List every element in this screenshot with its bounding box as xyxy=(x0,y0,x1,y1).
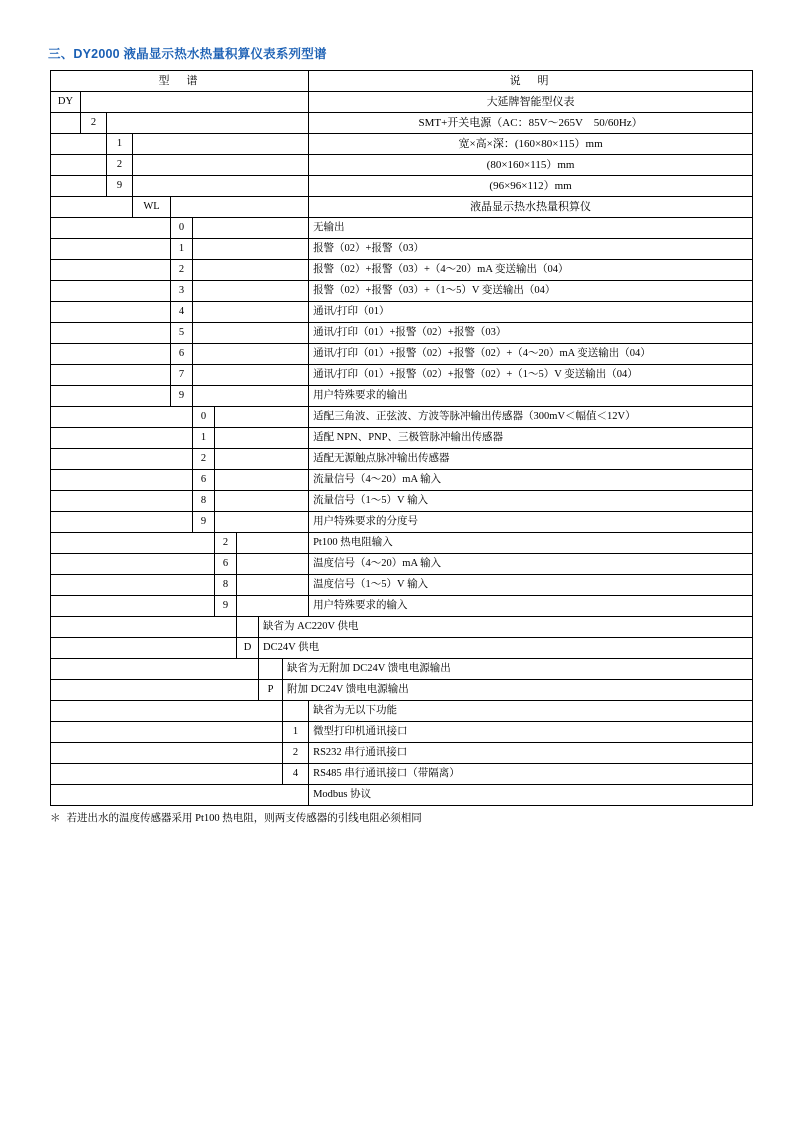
table-row xyxy=(51,134,753,155)
description-cell: 适配 NPN、PNP、三极管脉冲输出传感器 xyxy=(309,428,753,449)
footnote-text: 若进出水的温度传感器采用 Pt100 热电阻，则两支传感器的引线电阻必须相同 xyxy=(66,813,422,824)
model-trailing-blank-cell xyxy=(193,302,309,323)
model-blank-cell xyxy=(51,785,309,806)
model-blank-cell xyxy=(51,155,107,176)
model-blank-cell xyxy=(51,743,283,764)
model-blank-cell xyxy=(51,218,171,239)
table-row xyxy=(51,239,753,260)
description-cell: (96×96×112）mm xyxy=(309,176,753,197)
model-code-cell: 4 xyxy=(283,764,309,785)
table-row xyxy=(51,365,753,386)
model-blank-cell xyxy=(51,197,133,218)
table-row xyxy=(51,743,753,764)
table-row xyxy=(51,386,753,407)
model-code-cell: 2 xyxy=(193,449,215,470)
description-cell: 缺省为无以下功能 xyxy=(309,701,753,722)
model-blank-cell xyxy=(51,302,171,323)
description-cell: 流量信号（4～20）mA 输入 xyxy=(309,470,753,491)
model-blank-cell xyxy=(51,176,107,197)
table-row xyxy=(51,428,753,449)
table-row xyxy=(51,491,753,512)
model-blank-cell xyxy=(51,659,259,680)
model-trailing-blank-cell xyxy=(133,176,309,197)
model-code-cell: 1 xyxy=(171,239,193,260)
table-row xyxy=(51,92,753,113)
model-trailing-blank-cell xyxy=(237,533,309,554)
model-blank-cell xyxy=(51,470,193,491)
model-trailing-blank-cell xyxy=(193,281,309,302)
description-cell: 报警（02）+报警（03）+（1～5）V 变送输出（04） xyxy=(309,281,753,302)
model-blank-cell xyxy=(51,449,193,470)
description-cell: 缺省为无附加 DC24V 馈电电源输出 xyxy=(283,659,753,680)
table-row xyxy=(51,596,753,617)
model-blank-cell xyxy=(51,638,237,659)
description-cell: 通讯/打印（01） xyxy=(309,302,753,323)
table-row xyxy=(51,575,753,596)
model-blank-cell xyxy=(51,134,107,155)
description-cell: 适配三角波、正弦波、方波等脉冲输出传感器（300mV＜幅值＜12V） xyxy=(309,407,753,428)
model-trailing-blank-cell xyxy=(133,155,309,176)
model-code-cell: DY xyxy=(51,92,81,113)
model-trailing-blank-cell xyxy=(237,575,309,596)
table-row xyxy=(51,260,753,281)
model-code-cell: 2 xyxy=(283,743,309,764)
model-trailing-blank-cell xyxy=(107,113,309,134)
model-trailing-blank-cell xyxy=(193,239,309,260)
model-code-cell: 2 xyxy=(81,113,107,134)
description-cell: 缺省为 AC220V 供电 xyxy=(259,617,753,638)
model-trailing-blank-cell xyxy=(237,596,309,617)
model-code-cell: 9 xyxy=(193,512,215,533)
model-code-cell: 6 xyxy=(215,554,237,575)
model-code-cell: WL xyxy=(133,197,171,218)
table-row xyxy=(51,785,753,806)
model-code-cell: 5 xyxy=(171,323,193,344)
description-cell: 温度信号（4～20）mA 输入 xyxy=(309,554,753,575)
description-cell: 流量信号（1～5）V 输入 xyxy=(309,491,753,512)
table-row xyxy=(51,722,753,743)
description-cell: 无输出 xyxy=(309,218,753,239)
description-cell: 通讯/打印（01）+报警（02）+报警（02）+（1～5）V 变送输出（04） xyxy=(309,365,753,386)
model-trailing-blank-cell xyxy=(215,428,309,449)
model-blank-cell xyxy=(51,701,283,722)
description-cell: DC24V 供电 xyxy=(259,638,753,659)
table-row xyxy=(51,281,753,302)
description-cell: 报警（02）+报警（03） xyxy=(309,239,753,260)
header-model-label: 型 谱 xyxy=(51,71,309,92)
model-trailing-blank-cell xyxy=(215,491,309,512)
table-row xyxy=(51,554,753,575)
description-cell: RS232 串行通讯接口 xyxy=(309,743,753,764)
table-row xyxy=(51,302,753,323)
table-row xyxy=(51,344,753,365)
model-blank-cell xyxy=(51,281,171,302)
model-blank-cell xyxy=(51,680,259,701)
description-cell: 用户特殊要求的输入 xyxy=(309,596,753,617)
table-row xyxy=(51,680,753,701)
model-code-cell: 8 xyxy=(193,491,215,512)
table-row xyxy=(51,470,753,491)
model-blank-cell xyxy=(51,512,193,533)
model-blank-cell xyxy=(51,764,283,785)
model-code-cell: 9 xyxy=(171,386,193,407)
model-code-cell: 4 xyxy=(171,302,193,323)
table-row xyxy=(51,218,753,239)
model-blank-cell xyxy=(51,407,193,428)
model-code-cell: 1 xyxy=(283,722,309,743)
description-cell: 用户特殊要求的分度号 xyxy=(309,512,753,533)
model-code-cell: 2 xyxy=(171,260,193,281)
model-blank-cell xyxy=(51,533,215,554)
model-code-cell: 0 xyxy=(171,218,193,239)
description-cell: 液晶显示热水热量积算仪 xyxy=(309,197,753,218)
model-code-cell: 6 xyxy=(193,470,215,491)
description-cell: 通讯/打印（01）+报警（02）+报警（03） xyxy=(309,323,753,344)
description-cell: SMT+开关电源（AC：85V～265V 50/60Hz） xyxy=(309,113,753,134)
description-cell: (80×160×115）mm xyxy=(309,155,753,176)
model-blank-cell xyxy=(51,575,215,596)
model-blank-cell xyxy=(51,344,171,365)
model-code-cell xyxy=(237,617,259,638)
table-row xyxy=(51,764,753,785)
model-trailing-blank-cell xyxy=(215,407,309,428)
model-code-cell: P xyxy=(259,680,283,701)
description-cell: 微型打印机通讯接口 xyxy=(309,722,753,743)
model-blank-cell xyxy=(51,596,215,617)
table-row xyxy=(51,617,753,638)
model-code-cell: 2 xyxy=(215,533,237,554)
model-blank-cell xyxy=(51,554,215,575)
model-blank-cell xyxy=(51,113,81,134)
model-blank-cell xyxy=(51,617,237,638)
description-cell: 报警（02）+报警（03）+（4～20）mA 变送输出（04） xyxy=(309,260,753,281)
description-cell: 附加 DC24V 馈电电源输出 xyxy=(283,680,753,701)
model-blank-cell xyxy=(51,428,193,449)
model-trailing-blank-cell xyxy=(133,134,309,155)
model-spec-table xyxy=(50,70,753,806)
model-blank-cell xyxy=(51,365,171,386)
model-code-cell: 2 xyxy=(107,155,133,176)
table-row xyxy=(51,512,753,533)
description-cell: 大延牌智能型仪表 xyxy=(309,92,753,113)
model-code-cell: 1 xyxy=(107,134,133,155)
model-code-cell: 9 xyxy=(107,176,133,197)
description-cell: 用户特殊要求的输出 xyxy=(309,386,753,407)
model-code-cell: 1 xyxy=(193,428,215,449)
table-row xyxy=(51,449,753,470)
description-cell: 宽×高×深：(160×80×115）mm xyxy=(309,134,753,155)
model-blank-cell xyxy=(51,260,171,281)
model-code-cell: 9 xyxy=(215,596,237,617)
model-blank-cell xyxy=(51,239,171,260)
model-code-cell xyxy=(259,659,283,680)
table-row xyxy=(51,155,753,176)
table-header-row xyxy=(51,71,753,92)
model-code-cell: 0 xyxy=(193,407,215,428)
model-trailing-blank-cell xyxy=(215,449,309,470)
model-trailing-blank-cell xyxy=(237,554,309,575)
model-code-cell xyxy=(283,701,309,722)
model-trailing-blank-cell xyxy=(193,323,309,344)
model-blank-cell xyxy=(51,323,171,344)
description-cell: RS485 串行通讯接口（带隔离） xyxy=(309,764,753,785)
footnote xyxy=(50,812,748,827)
description-cell: Modbus 协议 xyxy=(309,785,753,806)
model-blank-cell xyxy=(51,722,283,743)
table-row xyxy=(51,659,753,680)
model-code-cell: 6 xyxy=(171,344,193,365)
footnote-marker: ＊ xyxy=(50,813,61,824)
model-trailing-blank-cell xyxy=(193,218,309,239)
model-trailing-blank-cell xyxy=(81,92,309,113)
model-trailing-blank-cell xyxy=(171,197,309,218)
model-blank-cell xyxy=(51,491,193,512)
model-code-cell: D xyxy=(237,638,259,659)
model-blank-cell xyxy=(51,386,171,407)
model-trailing-blank-cell xyxy=(193,260,309,281)
model-trailing-blank-cell xyxy=(215,512,309,533)
table-row xyxy=(51,638,753,659)
page-title: 三、DY2000 液晶显示热水热量积算仪表系列型谱 xyxy=(48,47,327,61)
table-row xyxy=(51,323,753,344)
description-cell: 温度信号（1～5）V 输入 xyxy=(309,575,753,596)
description-cell: 通讯/打印（01）+报警（02）+报警（02）+（4～20）mA 变送输出（04） xyxy=(309,344,753,365)
table-row xyxy=(51,701,753,722)
model-code-cell: 3 xyxy=(171,281,193,302)
table-row xyxy=(51,176,753,197)
model-code-cell: 8 xyxy=(215,575,237,596)
model-trailing-blank-cell xyxy=(215,470,309,491)
header-desc-label: 说 明 xyxy=(309,71,753,92)
model-code-cell: 7 xyxy=(171,365,193,386)
model-trailing-blank-cell xyxy=(193,386,309,407)
model-trailing-blank-cell xyxy=(193,344,309,365)
description-cell: Pt100 热电阻输入 xyxy=(309,533,753,554)
table-row xyxy=(51,533,753,554)
model-trailing-blank-cell xyxy=(193,365,309,386)
table-row xyxy=(51,197,753,218)
table-row xyxy=(51,407,753,428)
description-cell: 适配无源触点脉冲输出传感器 xyxy=(309,449,753,470)
table-row xyxy=(51,113,753,134)
